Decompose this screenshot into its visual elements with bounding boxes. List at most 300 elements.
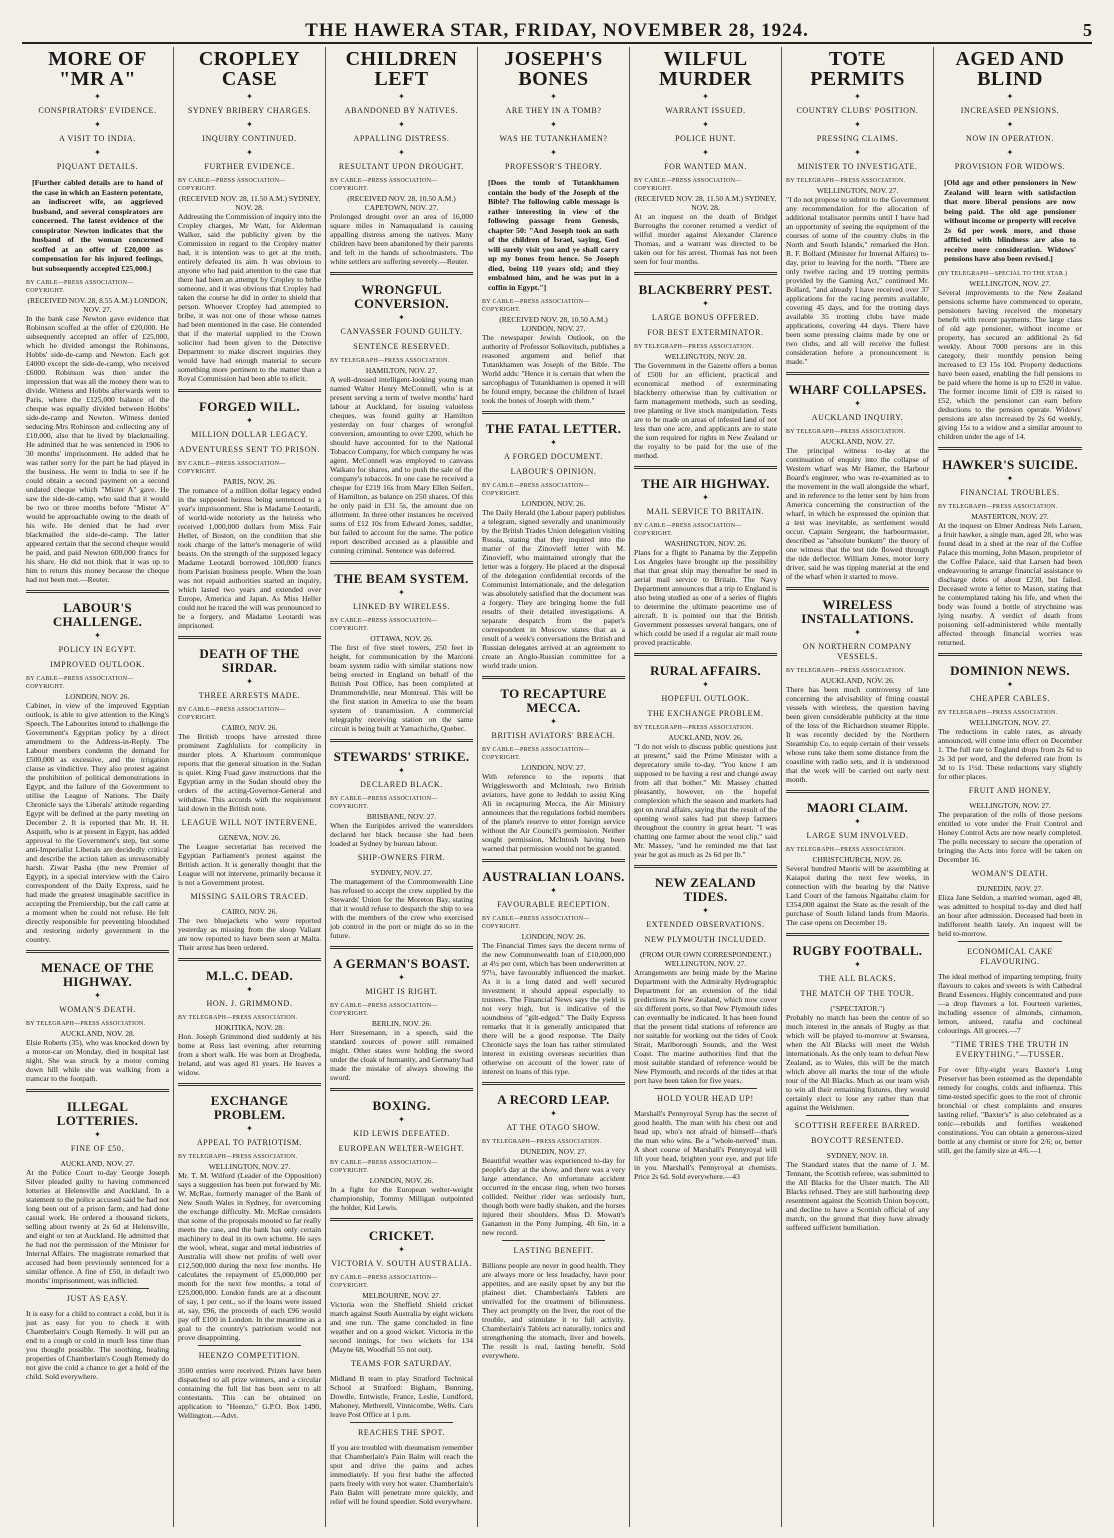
column-6	[782, 47, 934, 1527]
article-divider	[178, 958, 321, 961]
divider-star: ✦	[1006, 92, 1014, 101]
article-body: Arrangements are being made by the Marine Department with the Admiralty Hydrographic Department for an extension of the tidal predictions in New Zealand, which now cover six different ports, so that New Plymouth tides can eventually be indicated. It has been found that the present tidal stations of reference are not suitable for working out the tides of Cook Strait, Marlborough Sounds, and the West Coast. The marine authorities find that the most suitable standard of reference would be New Plymouth, and records of the tides at that port have been taken for five years.	[634, 968, 777, 1085]
byline: BY TELEGRAPH—PRESS ASSOCIATION.	[786, 178, 906, 184]
dateline: SYDNEY, NOV. 18.	[826, 1151, 889, 1160]
subheading: THE EXCHANGE PROBLEM.	[647, 709, 764, 718]
article-body: In the bank case Newton gave evidence that Robinson scoffed at the offer of £20,000. He subsequently accepted an offer of £25,000, which he divided amongst the Robinsons, Hobbs' side-de-camp and Newton. Each got £4000 except the side-de-camp, who received £6000. Robinson was then under the impression that was all the money there was to divide. Witness and Hobbs afterwards went to Paris, where the £125,000 balance of the cheque was equally divided between Hobbs' side-de-camp and Newton. Witness denied seducing Mrs Robinson and collecting any of £10,000, also that he lived by blackmailing. He admitted that he was sentenced in 1906 to 30 months' imprisonment. He added that he was rather sorry for the part he had played in the business. He went to India to see if he could obtain a second payment on a second undated cheque which "Mister A" gave. He saw the side-de-camp, who said that it would be two or three months before "Mister A" would be approachable owing to the death of his wife. He denied that he had ever blackmailed the side-de-camp. The latter appeared certain that the second cheque would be paid, and paid Newton 600,000 francs for his share. He did not think that it was up to him to return this money because the cheque had not been met.—Reuter.	[26, 314, 169, 584]
byline: BY CABLE—PRESS ASSOCIATION—COPYRIGHT.	[634, 178, 742, 192]
article-body: At an inquest on the death of Bridget Burroughs the coroner returned a verdict of wilful murder against Alexander Clarence Thomas, and a warrant was directed to be taken out for his arrest. Thomas has not been seen for four months.	[634, 212, 777, 266]
divider-star: ✦	[398, 313, 405, 322]
byline: BY CABLE—PRESS ASSOCIATION—COPYRIGHT.	[26, 280, 134, 294]
divider-star: ✦	[398, 588, 405, 597]
article-body: The preparation of the rolls of those persons entitled to vote under the Fruit Control and Honey Control Acts are now nearly completed. The polls necessary to secure the operation of bringing the Acts into force will be taken on December 16.	[938, 809, 1082, 864]
article-body: The two bluejackets who were reported yesterday as missing from the sloop Valiant are now reported to have been seen at Malta. Their arrest has been ordered.	[178, 916, 321, 952]
article-intro: [Old age and other pensioners in New Zealand will learn with satisfaction that more liberal pensions are now being paid. The old age pensioner without income or property will receive 2s 6d per week more, and those afflicted with blindness are also to receive more consideration. Widows' pensions have also been revised.]	[944, 178, 1076, 263]
article-body: In a fight for the European welter-weight championship, Tommy Milligan outpointed the holder, Kid Lewis.	[330, 1185, 473, 1212]
byline: BY CABLE—PRESS ASSOCIATION—COPYRIGHT.	[330, 1275, 438, 1289]
subheading: PRESSING CLAIMS.	[816, 134, 899, 143]
subheading: ARE THEY IN A TOMB?	[505, 106, 602, 115]
subheading: SYDNEY BRIBERY CHARGES.	[187, 106, 312, 115]
divider-star: ✦	[398, 1245, 405, 1254]
subheading: POLICE HUNT.	[675, 134, 736, 143]
article-headline: AGED AND BLIND	[955, 48, 1065, 90]
article-headline: RUGBY FOOTBALL.	[792, 943, 923, 958]
article-headline: HAWKER'S SUICIDE.	[942, 456, 1078, 472]
article-divider	[482, 676, 625, 679]
divider-star: ✦	[246, 416, 253, 425]
subheading: AUCKLAND INQUIRY.	[811, 413, 904, 422]
dateline: AUCKLAND, NOV. 26.	[820, 676, 895, 685]
dateline: (RECEIVED NOV. 28, 8.55 A.M.) LONDON, NOV. 27.	[27, 296, 168, 314]
dateline: MELBOURNE, NOV. 27.	[362, 1291, 441, 1300]
divider-star: ✦	[1006, 679, 1014, 689]
subheading: COUNTRY CLUBS' POSITION.	[796, 106, 919, 115]
byline: BY CABLE—PRESS ASSOCIATION—COPYRIGHT.	[330, 1003, 438, 1017]
subheading: FURTHER EVIDENCE.	[204, 162, 295, 171]
subheading: VICTORIA V. SOUTH AUSTRALIA.	[331, 1259, 472, 1268]
subheading: BOYCOTT RESENTED.	[811, 1136, 904, 1145]
byline: BY CABLE—PRESS ASSOCIATION—COPYRIGHT.	[482, 483, 590, 497]
dateline: (RECEIVED NOV. 28, 10.50 A.M.) LONDON, NOV. 27.	[499, 315, 608, 333]
divider-star: ✦	[550, 1109, 557, 1118]
subheading: ADVENTURESS SENT TO PRISON.	[179, 445, 320, 454]
subheading: HOLD YOUR HEAD UP!	[657, 1094, 754, 1103]
divider-star: ✦	[246, 1124, 253, 1133]
byline: BY CABLE—PRESS ASSOCIATION—COPYRIGHT.	[178, 178, 286, 192]
subheading: ECONOMICAL CAKE FLAVOURING.	[967, 946, 1053, 966]
column-1	[22, 47, 174, 1527]
divider-star: ✦	[398, 1115, 405, 1124]
dateline: PARIS, NOV. 26.	[223, 477, 276, 486]
article-divider	[350, 1422, 453, 1423]
article-headline: THE BEAM SYSTEM.	[334, 571, 469, 586]
divider-star: ✦	[702, 92, 709, 101]
divider-star: ✦	[854, 148, 861, 157]
subheading: APPALLING DISTRESS.	[353, 134, 450, 143]
article-body: Addressing the Commission of inquiry into the Cropley charges, Mr Watt, for Alderman Walker, said the publicity given by the Commission in regard to the Cropley matter had, it is intention was to get at the truth, entirely defeated its aim. It was obvious to anyone who had paid attention to the case that there had been an attempt by Cropley to bribe someone, and it was obvious that Cropley had taken the course he did in order to shield that person. Whoever Cropley had attempted to bribe, it was not one of those whose names had been mentioned in the case. He contended that if the material supplied to the Crown solicitor had been given to the Detective Department to make discreet inquiries they would have had enough material to secure something more pertinent to the matter than a Royal Commission had been able to elicit.	[178, 212, 322, 383]
article-headline: THE FATAL LETTER.	[485, 421, 622, 436]
subheading: CONSPIRATORS' EVIDENCE.	[38, 106, 157, 115]
divider-star: ✦	[1006, 120, 1014, 129]
article-body: Elsie Roberts (35), who was knocked down by a motor-car on Monday, died in hospital last night. She was struck by a motor coming down hill while she was walking from a tramcar to the footpath.	[26, 1038, 169, 1083]
divider-star: ✦	[702, 299, 709, 308]
article-headline: STEWARDS' STRIKE.	[333, 749, 470, 764]
subheading: CHEAPER CABLES.	[969, 693, 1051, 703]
divider-star: ✦	[246, 677, 253, 686]
subheading: WOMAN'S DEATH.	[971, 868, 1049, 878]
subheading: WOMAN'S DEATH.	[59, 1005, 136, 1014]
divider-star: ✦	[550, 120, 557, 129]
subheading: POLICY IN EGYPT.	[58, 645, 137, 654]
byline: (BY TELEGRAPH—SPECIAL TO THE STAR.)	[938, 270, 1068, 277]
article-divider	[198, 1345, 301, 1346]
subheading: A FORGED DOCUMENT.	[504, 452, 603, 461]
dateline: CAIRO, NOV. 26.	[221, 723, 278, 732]
divider-star: ✦	[702, 120, 709, 129]
article-body: Midland B team to play Stratford Technical School at Stratford: Bigham, Bunning, Dowdle, Entwistle, France, Leslie, Lundford, Mahoney, Metherell, Vinnicombe, Wells. Cars leave Post Office at 1 p.m.	[330, 1374, 473, 1419]
divider-star: ✦	[854, 960, 861, 969]
byline: BY CABLE—PRESS ASSOCIATION—COPYRIGHT.	[178, 461, 286, 475]
article-divider	[634, 466, 777, 469]
subheading: LARGE SUM INVOLVED.	[806, 831, 909, 840]
page-number: 5	[1083, 20, 1092, 40]
subheading: PIQUANT DETAILS.	[56, 162, 139, 171]
byline: BY CABLE—PRESS ASSOCIATION—COPYRIGHT.	[330, 796, 438, 810]
dateline: AUCKLAND, NOV. 26.	[668, 733, 743, 742]
article-divider	[26, 1089, 169, 1092]
subheading: TEAMS FOR SATURDAY.	[351, 1359, 452, 1368]
subheading: MILLION DOLLAR LEGACY.	[191, 430, 308, 439]
article-body: The principal witness to-day at the continuation of enquiry into the collapse of Western wharf was Mr Hamer, the Harbour Board's engineer, who was re-examined as to the movement in the wall alongside the wharf, and in reference to the letter sent by him from America concerning the construction of the wharf, in which he expressed the opinion that a test was inevitable, as settlement would occur. Captain Sergeant, the harbourmaster, described as "absolute bunkum" the theory of one witness that the test tide flowed through the tide deflector. William Jones, motor lorry driver, said he was tipping material at the end of the wharf when it started to move.	[786, 446, 929, 581]
subheading: "TIME TRIES THE TRUTH IN EVERYTHING."—TUSSER.	[951, 1039, 1069, 1059]
article-body: The Daily Herald (the Labour paper) publishes a telegram, signed severally and unanimously by the British Trades Union delegation visiting Russia, stating that they inquired into the matter of the Zinovieff letter with M. Zinovieff, who maintained strongly that the letter was a forgery. He placed at the disposal of the delegation confidential records of the Communist Internationale, and the delegation was absolutely satisfied that the document was a forgery. They are bringing home the full results of their detailed investigations. A separate despatch from the paper's correspondent in Moscow states that as a result of a week's conversations the British and Russian delegates arrived at an agreement to create an Anglo-Russian committee for a world trade union.	[482, 508, 625, 670]
article-headline: MENACE OF THE HIGHWAY.	[41, 960, 154, 989]
article-divider	[178, 636, 321, 639]
subheading: KID LEWIS DEFEATED.	[353, 1129, 450, 1138]
divider-star: ✦	[1006, 148, 1014, 157]
advertisement-body: 3500 entries were received. Prizes have been dispatched to all prize winners, and a circular containing the full list has been sent to all contestants. This can be obtained on application to "Heenzo," G.P.O. Box 1490, Wellington.—Advt.	[178, 1366, 321, 1420]
article-intro: [Does the tomb of Tutankhamen contain the body of the Joseph of the Bible? The following cable message is rather interesting in view of the following passage from Genesis, chapter 50: "And Joseph took an oath of the children of Israel, saying, God will surely visit you and ye shall carry up my bones from hence. So Joseph died, being 110 years old; and they embalmed him, and he was put in a coffin in Egypt."]	[488, 178, 619, 292]
article-body: Several hundred Maoris will be assembling at Kaiapoi during the next few weeks, in connection with the hearing by the Native Land Court of the famous Ngaitahu claim for £354,000 against the State as the result of the purchase of South Island lands from Maoris. The case opens on December 19.	[786, 864, 929, 927]
article-divider	[806, 1115, 909, 1116]
subheading: EXTENDED OBSERVATIONS.	[646, 920, 765, 929]
article-body: Prolonged drought over an area of 16,000 square miles in Namaqualand is causing appalling distress among the natives. Many children have been abandoned by their parents and left in the hands of schoolmasters. The white settlers are suffering severely.—Reuter.	[330, 212, 473, 266]
article-headline: A GERMAN'S BOAST.	[333, 956, 470, 971]
dateline: BRISBANE, NOV. 27.	[366, 812, 437, 821]
dateline: LONDON, NOV. 26.	[521, 499, 586, 508]
byline: BY CABLE—PRESS ASSOCIATION—COPYRIGHT.	[330, 1160, 438, 1174]
divider-star: ✦	[246, 92, 253, 101]
article-body: The reductions in cable rates, as already announced, will come into effect on December 1. The full rate to England drops from 2s 6d to 2s 3d per word, and the deferred rate from 1s 3d to 1s 1½d. These reductions vary slightly for other places.	[938, 726, 1082, 781]
article-body: The newspaper Jewish Outlook, on the authority of Professor Solkovitsch, publishes a reasoned argument and belief that Tutankhamen was Joseph of the Bible. The World adds: "Hence it is certain that when the sarcophagus of Tutankhamen is opened it will be found empty, because the children of Israel took the bones of Joseph with them."	[482, 333, 625, 405]
divider-star: ✦	[398, 766, 405, 775]
divider-star: ✦	[94, 1130, 101, 1139]
divider-star: ✦	[398, 120, 405, 129]
article-headline: BLACKBERRY PEST.	[638, 282, 773, 297]
byline: BY TELEGRAPH—PRESS ASSOCIATION.	[482, 1139, 602, 1145]
subheading: LABOUR'S OPINION.	[510, 467, 597, 476]
article-divider	[786, 933, 929, 936]
divider-star: ✦	[702, 493, 709, 502]
article-body: With reference to the reports that Wrigglesworth and McIntosh, two British aviators, have gone to Jeddah to assist King Ali in recapturing Mecca, the Air Ministry announces that the regulations forbid members of the plane's reserve to enter foreign service without the Air Council's permission. Neither sought permission, McIntosh having been warned that permission would not be granted.	[482, 772, 625, 853]
divider-star: ✦	[550, 92, 557, 101]
article-divider	[330, 561, 473, 564]
divider-star: ✦	[854, 120, 861, 129]
byline: BY CABLE—PRESS ASSOCIATION—COPYRIGHT.	[26, 676, 134, 690]
subheading: REACHES THE SPOT.	[357, 1428, 446, 1437]
columns	[22, 47, 1092, 1527]
article-headline: LABOUR'S CHALLENGE.	[52, 600, 143, 629]
byline: BY CABLE—PRESS ASSOCIATION—COPYRIGHT.	[178, 707, 286, 721]
subheading: RESULTANT UPON DROUGHT.	[338, 162, 465, 171]
subheading: MIGHT IS RIGHT.	[365, 987, 438, 996]
divider-star: ✦	[246, 148, 253, 157]
subheading: WARRANT ISSUED.	[665, 106, 746, 115]
dateline: LONDON, NOV. 26.	[521, 932, 586, 941]
dateline: (RECEIVED NOV. 28, 11.50 A.M.) SYDNEY, NOV. 28.	[634, 194, 777, 212]
subheading: FOR WANTED MAN.	[664, 162, 747, 171]
subheading: PROVISION FOR WIDOWS.	[954, 162, 1066, 171]
subheading: PROFESSOR'S THEORY.	[504, 162, 603, 171]
article-headline: FORGED WILL.	[199, 399, 300, 414]
subheading: HON. J. GRIMMOND.	[206, 999, 293, 1008]
byline: BY TELEGRAPH—PRESS ASSOCIATION.	[786, 847, 906, 853]
article-divider	[634, 272, 777, 275]
divider-star: ✦	[94, 148, 101, 157]
article-headline: CHILDREN LEFT	[345, 48, 458, 90]
subheading: FRUIT AND HONEY.	[968, 785, 1052, 795]
subheading: THREE ARRESTS MADE.	[198, 691, 301, 700]
dateline: (RECEIVED NOV. 28, 11.50 A.M.) SYDNEY, NOV. 28.	[178, 194, 321, 212]
dateline: LONDON, NOV. 27.	[521, 763, 586, 772]
article-body: Eliza Jane Seldon, a married woman, aged 48, was admitted to hospital to-day and died half an hour after admission. Deceased had been in indifferent health lately. An inquest will be held to-morrow.	[938, 892, 1082, 938]
article-body: The management of the Commonwealth Line has refused to accept the crew supplied by the Stewards' Union for the Moreton Bay, stating that it would refuse to despatch the ship to sea with the members of the crew who exercised job control in the port or might do so in the future.	[330, 877, 473, 940]
article-divider	[938, 653, 1082, 656]
divider-star: ✦	[550, 148, 557, 157]
subheading: HEENZO COMPETITION.	[198, 1351, 301, 1360]
subheading: JUST AS EASY.	[66, 1294, 129, 1303]
article-divider	[938, 447, 1082, 450]
article-divider	[178, 389, 321, 392]
dateline: WELLINGTON, NOV. 27.	[816, 186, 899, 195]
dateline: DUNEDIN, NOV. 27.	[976, 883, 1044, 893]
divider-star: ✦	[398, 973, 405, 982]
byline: BY TELEGRAPH—PRESS ASSOCIATION.	[786, 668, 906, 674]
article-body: Mr. T. M. Wilford (Leader of the Opposition) says a suggestion has been put forward by Mr. W. McRae, formerly manager of the Bank of New South Wales in Sydney, for overcoming the exchange difficulty. Mr. McRae considers that some of the proposals mooted so far really meets the case, and the bank has only certain machinery to deal in its own scheme. He says the wool, wheat, sugar and metal industries of Australia will show net profits of well over £12,500,000 during the next few months. He calculates the repayment of £5,000,000 per month for the next few months, a total of £25,000,000. London funds are at a discount of say, 1 per cent., so if the loans were issued at, say, £96, the proceeds of each £96 would pay off £100 in London. In the meantime as a goal to the country's patriotism would not prove disappointing.	[178, 1171, 321, 1342]
subheading: MINISTER TO INVESTIGATE.	[797, 162, 918, 171]
subheading: THE ALL BLACKS.	[819, 974, 896, 983]
article-divider	[330, 1088, 473, 1091]
subheading: LASTING BENEFIT.	[513, 1246, 594, 1255]
subheading: CANVASSER FOUND GUILTY.	[340, 327, 463, 336]
dateline: WELLINGTON, NOV. 27.	[969, 717, 1051, 727]
article-body: The League secretariat has received the Egyptian Parliament's protest against the British action. It is generally thought that the League will not intervene, primarily because it is not a Government protest.	[178, 842, 321, 887]
article-headline: WRONGFUL CONVERSION.	[354, 282, 449, 311]
article-headline: A RECORD LEAP.	[497, 1092, 610, 1107]
subheading: LINKED BY WIRELESS.	[353, 602, 450, 611]
divider-star: ✦	[94, 631, 101, 640]
subheading: IMPROVED OUTLOOK.	[50, 660, 145, 669]
advertisement-body: For over fifty-eight years Baxter's Lung Preserver has been esteemed as the dependable remedy for coughs, colds and influenza. This time-tested specific goes to the root of chronic bronchial or chest complaints and ensures lasting relief. "Baxter's" is also celebrated as a tonic—rebuilds and fortifies weakened constitutions. You can obtain a generous-sized bottle at any chemist or store for 2/6; or, better still, get the family size at 4/6.—1	[938, 1064, 1082, 1155]
dateline: WELLINGTON, NOV. 27.	[208, 1162, 291, 1171]
article-headline: DOMINION NEWS.	[950, 662, 1070, 678]
byline: BY CABLE—PRESS ASSOCIATION—COPYRIGHT.	[330, 618, 438, 632]
subheading: ABANDONED BY NATIVES.	[344, 106, 459, 115]
subheading: MAIL SERVICE TO BRITAIN.	[646, 507, 765, 516]
article-body: The romance of a million dollar legacy ended in the supposed heiress being sentenced to a year's imprisonment. She is Madame Leotardi, of world-wide notoriety as the heiress who received 1,000,000 dollars from Miss Fair Heller, of Boston, on the condition that she took charge of the latter's menagerie of wild beasts. On the strength of the supposed legacy Madame Leotardi borrowed 100,000 francs from Parisian business people. When the loan was not repaid authorities started an inquiry, which lasted two years and extended over Europe, America and Japan. As Miss Heller could not be traced the will was pronounced to be a forgery, and Madame Leotardi was imprisoned.	[178, 486, 321, 630]
subheading: EUROPEAN WELTER-WEIGHT.	[338, 1144, 465, 1153]
dateline: (RECEIVED NOV. 28, 10.50 A.M.) CAPETOWN, NOV. 27.	[347, 194, 456, 212]
advertisement-body: If you are troubled with rheumatism remember that Chamberlain's Pain Balm will reach the spot and drive the pains and aches immediately. If you first bathe the affected parts freely with very hot water. Chamberlain's Pain Balm will penetrate more quickly, and relief will be found speedier. Sold everywhere.	[330, 1443, 473, 1506]
newspaper-title: THE HAWERA STAR, FRIDAY, NOVEMBER 28, 1924.	[305, 20, 809, 41]
divider-star: ✦	[854, 92, 861, 101]
article-headline: JOSEPH'S BONES	[504, 48, 603, 90]
dateline: (FROM OUR OWN CORRESPONDENT.) WELLINGTON, NOV. 27.	[639, 950, 772, 968]
divider-star: ✦	[398, 92, 405, 101]
byline: BY TELEGRAPH—PRESS ASSOCIATION.	[634, 344, 754, 350]
divider-star: ✦	[854, 817, 861, 826]
dateline: AUCKLAND, NOV. 27.	[820, 437, 895, 446]
byline: BY TELEGRAPH—PRESS ASSOCIATION.	[634, 725, 754, 731]
article-headline: MORE OF "MR A"	[48, 48, 147, 90]
article-headline: CROPLEY CASE	[198, 48, 301, 90]
column-4	[478, 47, 630, 1527]
divider-star: ✦	[854, 399, 861, 408]
subheading: BRITISH AVIATORS' BREACH.	[491, 731, 616, 740]
byline: BY TELEGRAPH—PRESS ASSOCIATION.	[178, 1015, 298, 1021]
article-body: The British troops have arrested three prominent Zaghlulists for complicity in murder plots. A Khartoum communique reports that the general situation in the Sudan is quiet. King Fuad gave instructions that the Egyptian army in the Sudan should obey the orders of the acting-Governor-General and withdraw. This accords with the requirement laid down in the British note.	[178, 732, 321, 813]
subheading: AT THE OTAGO SHOW.	[506, 1123, 601, 1132]
article-headline: DEATH OF THE SIRDAR.	[199, 646, 300, 675]
article-headline: TOTE PERMITS	[810, 48, 905, 90]
article-divider	[26, 590, 169, 593]
divider-star: ✦	[550, 717, 557, 726]
article-divider	[330, 272, 473, 275]
divider-star: ✦	[246, 985, 253, 994]
byline: BY TELEGRAPH—PRESS ASSOCIATION.	[330, 358, 450, 364]
masthead	[22, 20, 1092, 44]
article-divider	[654, 1088, 757, 1089]
divider-star: ✦	[246, 120, 253, 129]
article-body: The Financial Times says the decent terms of the new Commonwealth loan of £10,000,000 at 4½ per cent, which has been underwritten at 97½, have favourably influenced the market. As it is a long dated and well secured investment it should appeal especially to trustees. The Financial News says the yield is not very high, but is indicative of the soundness of "gilt-edged." The Daily Express remarks that it is generally anticipated that there will be a good response. The Daily Chronicle says the loan has rather stimulated interest in existing overseas securities than otherwise on account of the lower rate of interest on loans of this type.	[482, 941, 625, 1076]
divider-star: ✦	[702, 906, 709, 915]
subheading: FAVOURABLE RECEPTION.	[497, 900, 610, 909]
article-body: There has been much controversy of late concerning the advisability of fitting coastal vessels with wireless, the question having been given considerable publicity at the time of the loss of the Richardson steamer Ripple. It was recently decided by the Northern Steamship Co. to equip certain of their vessels whose runs take them some distance from the coastline with radio sets, and it is understood that the work will be carried out early next month.	[786, 685, 929, 784]
subheading: SCOTTISH REFEREE BARRED.	[794, 1121, 921, 1130]
byline: BY CABLE—PRESS ASSOCIATION—COPYRIGHT.	[634, 523, 742, 537]
subheading: FINANCIAL TROUBLES.	[960, 487, 1060, 497]
article-body: Several improvements to the New Zealand pensions scheme have commenced to operate, pensioners having received the monetary benefit with recent payments. The large class of old age pensioner, without income or property, has secured an additional 2s 6d weekly. About 7000 persons are in this category, their monthly pension being increased to £3 15s 10d. Property deductions have been eased, enabling the full pensions to be paid where the home is up to £520 in value. The former income limit of £39 is raised to £52, which the pensioner can earn before deductions to the pension operate. Widows' pensions are also increased by 2s 6d weekly, giving 15s to a widow and a similar amount to children under the age of 14.	[938, 287, 1082, 441]
column-7	[934, 47, 1086, 1527]
divider-star: ✦	[702, 148, 709, 157]
article-body: "I do not wish to discuss public questions just at present," said the Prime Minister with a deprecatory smile to-day. "You know I am supposed to be having a rest and change away from all that bother." Mr. Massey chatted pleasantly, however, on the hopeful complexion which the season and markets had got on rural affairs, saying that the result of the opening wool sales had put sheep farmers throughout the country in great heart. "I was chatting one farmer about the wool clip," said Mr. Massey, "and he reminded me that last year he got as much as 2s 6d per lb."	[634, 742, 777, 859]
subheading: THE MATCH OF THE TOUR.	[800, 989, 915, 998]
article-body: "I do not propose to submit to the Government any recommendation for the allocation of additional totalisator permits until I have had an opportunity of seeing the equipment of the courses of some of the country clubs in the North and South Islands," remarked the Hon. R. F. Bollard (Minister for Internal Affairs) to-day, prior to leaving for the north. "There are only twelve racing and 19 trotting permits provided by the Gaming Act," continued Mr. Bollard, "and already I have received over 37 applications for the racing permits available, covering 45 days, and for the trotting days available 35 trotting clubs have made applications, covering 44 days. There have been some pressing claims made by one or two clubs, and all will receive the fullest consideration before a pronouncement is made."	[786, 195, 929, 366]
dateline: OTTAWA, NOV. 26.	[370, 634, 433, 643]
subheading: FOR BEST EXTERMINATOR.	[647, 328, 764, 337]
article-divider	[46, 1288, 149, 1289]
dateline: CHRISTCHURCH, NOV. 26.	[812, 855, 903, 864]
article-body: Herr Stresemann, in a speech, said the standard sources of power still remained might. Other states were holding the sword under the cloak of humanity, and Germany had made the mistake of always showing the sword.	[330, 1028, 473, 1082]
divider-star: ✦	[94, 991, 101, 1000]
divider-star: ✦	[550, 438, 557, 447]
subheading: ON NORTHERN COMPANY VESSELS.	[802, 642, 913, 661]
article-headline: RURAL AFFAIRS.	[650, 663, 761, 678]
article-headline: WHARF COLLAPSES.	[788, 382, 927, 397]
advertisement-body: The ideal method of imparting tempting, fruity flavours to cakes and sweets is with Cathedral Brand Essences. Highly concentrated and pure—a drop flavours a lot. Fourteen varieties, including essence of almonds, cinnamon, lemon, aniseed, ratafia and cochineal colourings. All grocers.—7	[938, 971, 1082, 1035]
article-headline: WILFUL MURDER	[659, 48, 752, 90]
advertisement-body: Billions people are never in good health. They are always more or less headachy, have poor appetites, and are easily upset by any but the plainest diet. Chamberlain's Tablets are unrivalled for the treatment of biliousness. They act promptly on the liver, the root of the trouble, and stimulate it to full activity. Chamberlain's Tablets act naturally, tonics and strengthening the stomach, liver and bowels. The result is real, lasting benefit. Sold everywhere.	[482, 1261, 625, 1360]
subheading: INQUIRY CONTINUED.	[202, 134, 297, 143]
article-divider	[502, 1240, 605, 1241]
article-divider	[786, 372, 929, 375]
article-body: Cabinet, in view of the improved Egyptian outlook, is able to give attention to the King's Speech. The Labourites intend to challenge the Government's Egyptian policy by a direct amendment to the Address-in-Reply. The Labour members condemn the demand for £500,000 as excessive, and the irrigation clause as vindictive. They also protest against the prohibition of political demonstrations in Egypt, and the failure of the Government to utilise the League of Nations. The Daily Chronicle says the Liberals' attitude regarding Egypt will be defined at the party meeting on December 2. It is reported that Mr. H. H. Asquith, who is at present in Egypt, has added approval to the Government's step, but some anti-Imperialist Liberals are decidedly critical and describe the action taken as unreasonably harsh. Ziwar Pasha (the new Premier of Egypt), in a special interview with the Cairo correspondent of the Daily Express, said he had made the greatest imaginable sacrifice in accepting the Premiership, but the call came at a moment when he could not refuse. He felt directly responsible for preventing bloodshed and restoring orderly government in the country.	[26, 701, 169, 944]
article-divider	[482, 411, 625, 414]
article-divider	[330, 946, 473, 949]
article-body: Probably no match has been the centre of so much interest in the annals of Rugby as that which will be played to-morrow at Swansea, when the All Blacks will meet the Welsh internationals. As the only team to defeat New Zealand, as to Wales, this will be the match which above all marks the tour of the whole tour of the All Blacks. Much as our team wish to win all their remaining fixtures, they would certainly elect to lose any rather than that against the Welshmen.	[786, 1013, 929, 1112]
article-divider	[634, 653, 777, 656]
subheading: SENTENCE RESERVED.	[353, 342, 450, 351]
dateline: WELLINGTON, NOV. 27.	[969, 278, 1051, 288]
article-headline: EXCHANGE PROBLEM.	[210, 1093, 289, 1122]
byline: BY CABLE—PRESS ASSOCIATION—COPYRIGHT.	[482, 916, 590, 930]
subheading: DECLARED BLACK.	[360, 780, 443, 789]
subheading: NOW IN OPERATION.	[965, 134, 1055, 143]
dateline: DUNEDIN, NOV. 27.	[520, 1147, 587, 1156]
byline: BY CABLE—PRESS ASSOCIATION—COPYRIGHT.	[482, 747, 590, 761]
byline: BY TELEGRAPH—PRESS ASSOCIATION.	[938, 503, 1058, 510]
article-divider	[26, 950, 169, 953]
article-body: The Government in the Gazette offers a bonus of £500 for an efficient, practical and economical method of exterminating blackberry otherwise than by cultivation or farm management methods, such as seeding, tree planting or live stock manipulation. Tests are to be made on areas of infested land of not less than one acre, and applicants are to state the sum required for rights in New Zealand or the royalty to be paid for the use of the method.	[634, 361, 777, 460]
subheading: WAS HE TUTANKHAMEN?	[499, 134, 608, 143]
subheading: NEW PLYMOUTH INCLUDED.	[644, 935, 767, 944]
subheading: HOPEFUL OUTLOOK.	[661, 694, 750, 703]
article-headline: NEW ZEALAND TIDES.	[655, 875, 756, 904]
article-body: When the Euripides arrived the waterslders declared her black because she had been loaded at Sydney by bureau labour.	[330, 821, 473, 848]
dateline: HOKITIKA, NOV. 28.	[215, 1023, 284, 1032]
article-headline: ILLEGAL LOTTERIES.	[56, 1099, 139, 1128]
article-body: Victoria won the Sheffield Shield cricket match against South Australia by eight wickets and one run. The game concluded in fine weather and on a good wicket. Victoria in the second innings, for two wickets for 134 (Mayne 68, Woodfull 55 not out).	[330, 1300, 473, 1354]
dateline: MASTERTON, NOV. 27.	[971, 511, 1049, 521]
article-divider	[330, 1218, 473, 1221]
dateline: SYDNEY, NOV. 27.	[370, 868, 433, 877]
subheading: LEAGUE WILL NOT INTERVENE.	[181, 818, 318, 827]
advertisement-body: It is easy for a child to contract a cold, but it is just as easy for you to check it with Chamberlain's Cough Remedy. It will put an end to a cough or cold in much less time than you thought possible. The soothing, healing properties of Chamberlain's Cough Remedy do not give the cold a chance to get a hold of the child. Sold everywhere.	[26, 1309, 169, 1381]
dateline: CAIRO, NOV. 26.	[221, 907, 278, 916]
dateline: AUCKLAND, NOV. 27.	[60, 1159, 135, 1168]
subheading: LARGE BONUS OFFERED.	[651, 313, 760, 322]
article-headline: AUSTRALIAN LOANS.	[482, 869, 625, 884]
article-divider	[330, 739, 473, 742]
dateline: WASHINGTON, NOV. 26.	[664, 539, 747, 548]
subheading: INCREASED PENSIONS.	[960, 106, 1060, 115]
column-2	[174, 47, 326, 1527]
byline: BY TELEGRAPH—PRESS ASSOCIATION.	[938, 709, 1058, 716]
article-divider	[786, 790, 929, 793]
article-divider	[958, 941, 1062, 942]
dateline: WELLINGTON, NOV. 27.	[969, 800, 1051, 810]
dateline: ("SPECTATOR.")	[830, 1004, 885, 1013]
article-divider	[634, 865, 777, 868]
subheading: A VISIT TO INDIA.	[59, 134, 136, 143]
column-5	[630, 47, 782, 1527]
article-divider	[178, 1083, 321, 1086]
column-3	[326, 47, 478, 1527]
article-divider	[786, 587, 929, 590]
advertisement-body: Marshall's Pennyroyal Syrup has the secret of good health. The man with his chest out and head up, who's not afraid of himself—that's the man who wins. Be a "whole-nerved" man. A short course of Marshall's Pennyroyal will lift your head, brighten your eye, and put life in you. Marshall's Pennyroyal at chemists. Price 2s 6d. Sold everywhere.—43	[634, 1109, 777, 1181]
subheading: SHIP-OWNERS FIRM.	[357, 853, 446, 862]
article-body: The Standard states that the name of J. M. Tennant, the Scottish referee, was submitted to the All Blacks for the Ulster match. The All Blacks refused. They are still harbouring deep resentment against the Scottish Union boycott, and decline to have a Scottish official of any match, on the ground that they have already suffered sufficient humiliation.	[786, 1160, 929, 1232]
dateline: HAMILTON, NOV. 27.	[365, 366, 438, 375]
article-body: A well-dressed intelligent-looking young man named Walter Henry McConnell, who is at present serving a term of twelve months' hard labour at Auckland, for issuing valueless cheques, was found guilty at Hamilton yesterday on four charges of wrongful conversion, amounting to over £200, which he should have accounted for to the National Tobacco Company, for which company he was agent. McConnell was employed to canvass Waikato for shares, and to push the sale of the company's tobaccos. In one case he received a cheque for £219 16s from Mary Ellen Seifert, of Hamilton, as balance on 250 shares. Of this he only paid in £31 5s, the amount due on allotment. In three other instances he received sums of £12 10s from Edward Jones, saddler, but failed to account for the same. The police report described accused as a plausible and cunning criminal. Sentence was deferred.	[330, 375, 473, 555]
article-body: Hon. Joseph Grimmond died suddenly at his home at Ross last evening, after returning from a short walk. He was born at Drogheda, Ireland, and was aged 81 years. He leaves a widow.	[178, 1032, 321, 1077]
divider-star: ✦	[854, 628, 861, 637]
divider-star: ✦	[1006, 473, 1014, 483]
byline: BY CABLE—PRESS ASSOCIATION—COPYRIGHT.	[482, 299, 590, 313]
byline: BY TELEGRAPH—PRESS ASSOCIATION.	[26, 1021, 146, 1027]
divider-star: ✦	[94, 120, 101, 129]
dateline: WELLINGTON, NOV. 28.	[664, 352, 747, 361]
article-body: Beautiful weather was experienced to-day for people's day at the show, and there was a very large attendance. An unfortunate accident occurred in the encase ring, when two horses collided. Neither rider was seriously hurt, though both were badly shaken, and the horses injured their shoulders. Miss D. Mowatt's Ganamon in the Pony Jumping, 4ft 6in, in a new record.	[482, 1156, 625, 1237]
article-body: The first of five steel towers, 250 feet in height, for communication by the Marconi beam system radio with similar stations now being erected in England on behalf of the British Post Office, has been completed at Drummondville, near Montreal. This will be the first station in America to use the beam system of transmission. A commercial telegraphy receiving station on the same circuit is being built at Yamachiche, Quebec.	[330, 643, 473, 733]
article-body: At the inquest on Elmer Andreas Nels Larsen, a fruit hawker, a single man, aged 28, who was found dead in a shed at the rear of the Coffee Palace this morning, John Mason, proprietor of the Coffee Palace, said that Larsen had been endeavouring to arrange financial assistance to discharge debts of about £230, but failed. Deceased wrote a letter to Mason, stating that he contemplated taking his life, and when the body was found a bottle of strychnine was lying nearby. A verdict of death from poisoning self-administered while mentally affected through financial worries was returned.	[938, 520, 1082, 647]
byline: BY CABLE—PRESS ASSOCIATION—COPYRIGHT.	[330, 178, 438, 192]
divider-star: ✦	[550, 886, 557, 895]
subheading: FINE OF £50.	[70, 1144, 125, 1153]
byline: BY TELEGRAPH—PRESS ASSOCIATION.	[178, 1154, 298, 1160]
article-divider	[482, 859, 625, 862]
dateline: BERLIN, NOV. 26.	[371, 1019, 432, 1028]
